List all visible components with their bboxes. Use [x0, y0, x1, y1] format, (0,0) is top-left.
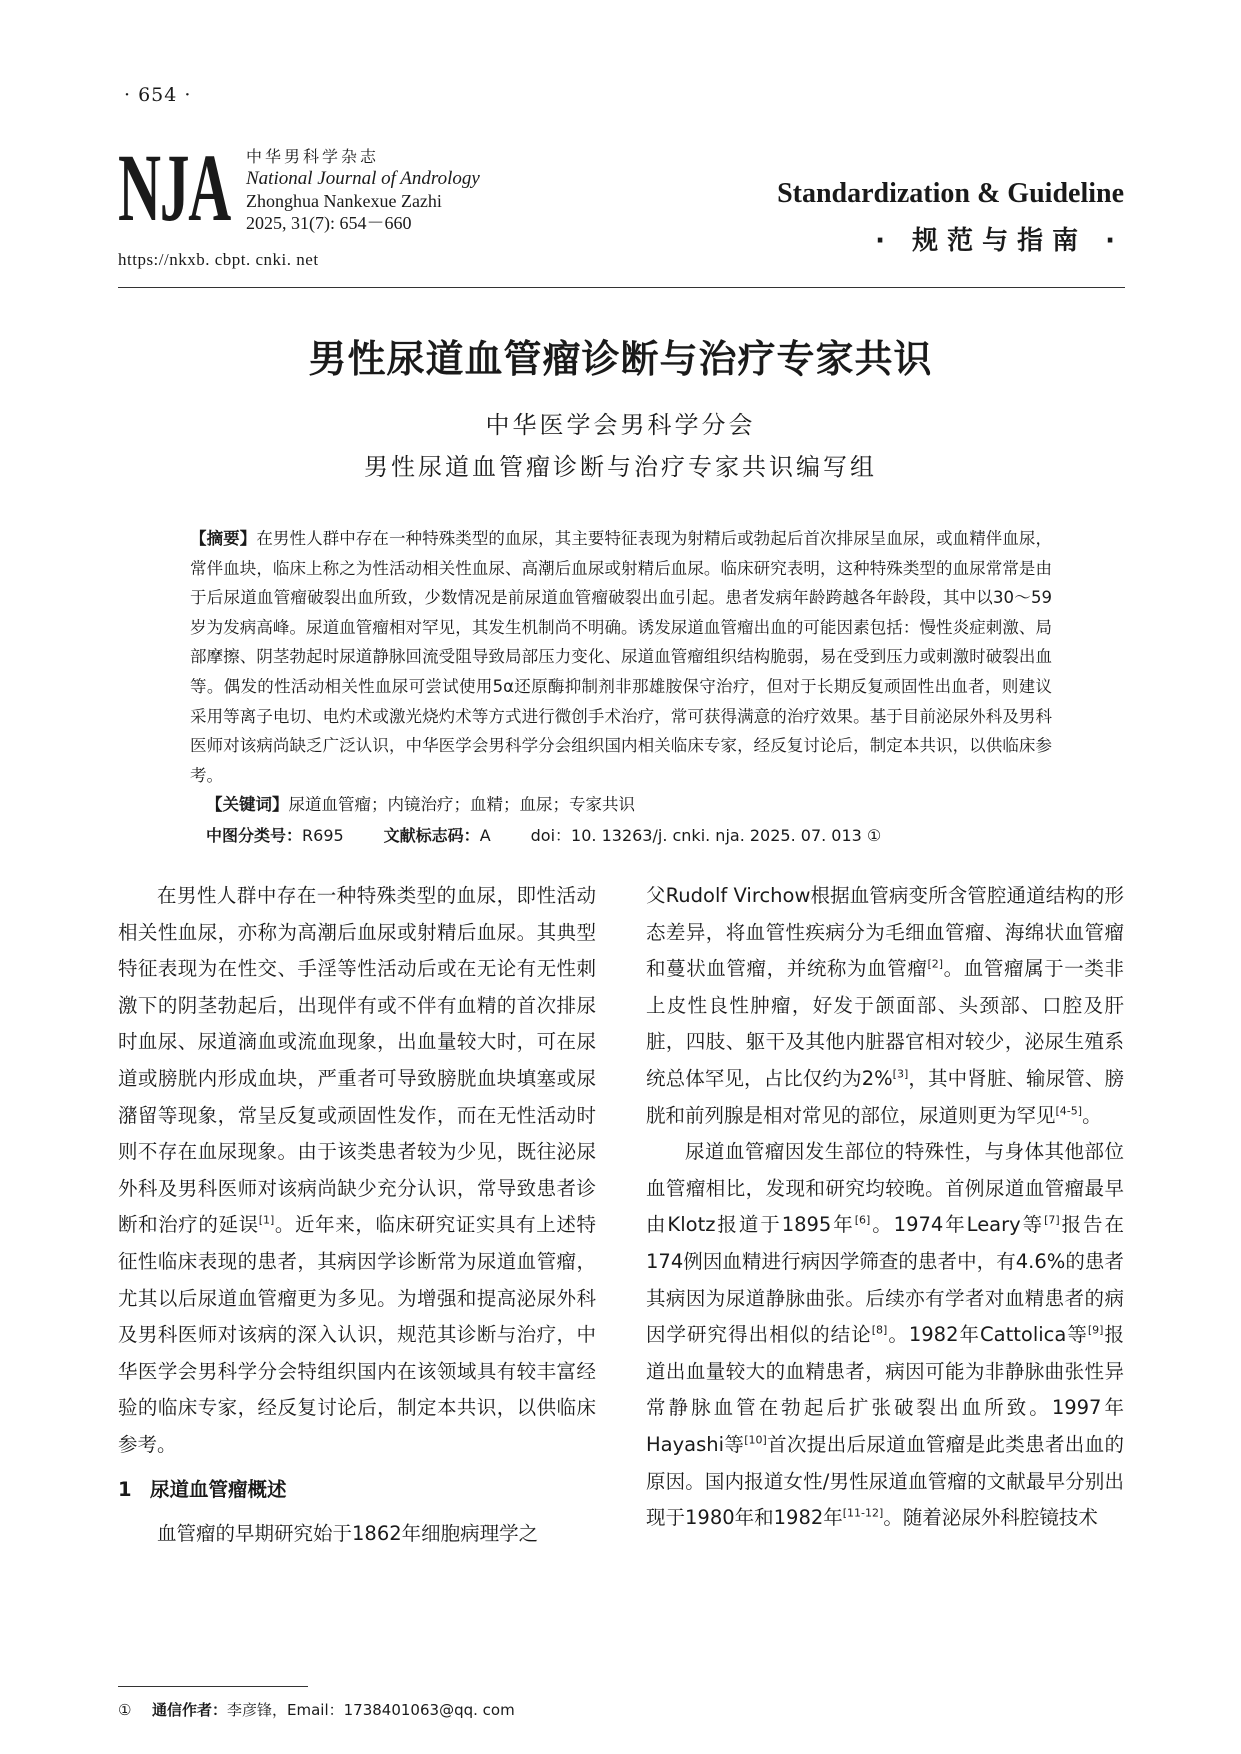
citation-ref[interactable]: [6]: [854, 1213, 871, 1227]
article-title: 男性尿道血管瘤诊断与治疗专家共识: [308, 337, 933, 381]
doc-code-label: 文献标志码：: [383, 826, 480, 845]
journal-info: [246, 146, 480, 234]
section-heading-text: 尿道血管瘤概述: [150, 1477, 287, 1501]
journal-name-cn: 中华男科学杂志: [246, 147, 380, 166]
citation-ref[interactable]: [4-5]: [1055, 1104, 1083, 1118]
section-number: 1: [118, 1477, 132, 1501]
footnote-label: 通信作者：: [152, 1701, 228, 1719]
body-paragraph: 血管瘤的早期研究始于1862年细胞病理学之: [157, 1522, 539, 1546]
journal-name-pinyin: Zhonghua Nankexue Zazhi: [246, 191, 442, 211]
footnote-mark: ①: [118, 1701, 132, 1719]
body-paragraph: 父Rudolf Virchow根据血管病变所含管腔通道结构的形态差异，将血管性疾病分为毛细血管瘤、海绵状血管瘤和蔓状血管瘤，并统称为血管瘤[2]。血管瘤属于一类非上皮性良性肿瘤，好发于颌面部、头颈部、口腔及肝脏，四肢、躯干及其他内脏器官相对较少，泌尿生殖系统总体罕见，占比仅约为2%[3]，其中肾脏、输尿管、膀胱和前列腺是相对常见的部位，尿道则更为罕见[4-5]。: [646, 884, 1124, 1127]
doi-value: 10. 13263/j. cnki. nja. 2025. 07. 013 ①: [571, 826, 882, 845]
clc-label: 中图分类号：: [206, 826, 303, 845]
body-paragraph: 尿道血管瘤因发生部位的特殊性，与身体其他部位血管瘤相比，发现和研究均较晚。首例尿道血管瘤最早由Klotz报道于1895年[6]。1974年Leary等[7]报告在174例因血精进行病因学筛查的患者中，有4.6%的患者其病因为尿道静脉曲张。后续亦有学者对血精患者的病因学研究得出相似的结论[8]。1982年Cattolica等[9]报道出血量较大的血精患者，病因可能为非静脉曲张性异常静脉血管在勃起后扩张破裂出血所致。1997年Hayashi等[10]首次提出后尿道血管瘤是此类患者出血的原因。国内报道女性/男性尿道血管瘤的文献最早分别出现于1980年和1982年[11-12]。随着泌尿外科腔镜技术: [646, 1140, 1124, 1530]
keywords: [206, 791, 1056, 819]
footnote-divider: [118, 1686, 308, 1687]
section-label-en: Standardization & Guideline: [777, 178, 1124, 209]
abstract-text: 在男性人群中存在一种特殊类型的血尿，其主要特征表现为射精后或勃起后首次排尿呈血尿，或血精伴血尿，常伴血块，临床上称之为性活动相关性血尿、高潮后血尿或射精后血尿。临床研究表明，这种特殊类型的血尿常常是由于后尿道血管瘤破裂出血所致，少数情况是前尿道血管瘤破裂出血引起。患者发病年龄跨越各年龄段，其中以30～59岁为发病高峰。尿道血管瘤相对罕见，其发生机制尚不明确。诱发尿道血管瘤出血的可能因素包括：慢性炎症刺激、局部摩擦、阴茎勃起时尿道静脉回流受阻导致局部压力变化、尿道血管瘤组织结构脆弱，易在受到压力或刺激时破裂出血等。偶发的性活动相关性血尿可尝试使用5α还原酶抑制剂非那雄胺保守治疗，但对于长期反复顽固性出血者，则建议采用等离子电切、电灼术或激光烧灼术等方式进行微创手术治疗，常可获得满意的治疗效果。基于目前泌尿外科及男科医师对该病尚缺乏广泛认识，中华医学会男科学分会组织国内相关临床专家，经反复讨论后，制定本共识，以供临床参考。: [190, 529, 1053, 785]
author-line-2: 男性尿道血管瘤诊断与治疗专家共识编写组: [364, 453, 877, 481]
page-number: · 654 ·: [124, 84, 192, 106]
body-column-left: [118, 878, 596, 1553]
abstract: [190, 524, 1052, 790]
journal-citation: 2025, 31(7): 654－660: [246, 213, 412, 233]
doi-label: doi：: [530, 826, 572, 845]
journal-name-en: National Journal of Andrology: [246, 168, 480, 189]
journal-logo: NJA: [118, 134, 231, 241]
doc-code-value: A: [479, 826, 491, 845]
keywords-text: 尿道血管瘤；内镜治疗；血精；血尿；专家共识: [288, 795, 635, 814]
body-paragraph: 在男性人群中存在一种特殊类型的血尿，即性活动相关性血尿，亦称为高潮后血尿或射精后血尿。其典型特征表现为在性交、手淫等性活动后或在无论有无性刺激下的阴茎勃起后，出现伴有或不伴有血精的首次排尿时血尿、尿道滴血或流血现象，出血量较大时，可在尿道或膀胱内形成血块，严重者可导致膀胱血块填塞或尿潴留等现象，常呈反复或顽固性发作，而在无性活动时则不存在血尿现象。由于该类患者较为少见，既往泌尿外科及男科医师对该病尚缺少充分认识，常导致患者诊断和治疗的延误[1]。近年来，临床研究证实具有上述特征性临床表现的患者，其病因学诊断常为尿道血管瘤，尤其以后尿道血管瘤更为多见。为增强和提高泌尿外科及男科医师对该病的深入认识，规范其诊断与治疗，中华医学会男科学分会特组织国内在该领域具有较丰富经验的临床专家，经反复讨论后，制定本共识，以供临床参考。: [118, 884, 596, 1456]
citation-ref[interactable]: [10]: [744, 1433, 767, 1447]
citation-ref[interactable]: [1]: [258, 1213, 275, 1227]
keywords-label: 【关键词】: [206, 795, 289, 814]
classification-line: [206, 822, 1106, 850]
citation-ref[interactable]: [9]: [1087, 1323, 1104, 1337]
citation-ref[interactable]: [2]: [927, 957, 944, 971]
section-heading: [118, 1472, 596, 1509]
citation-ref[interactable]: [3]: [892, 1067, 909, 1081]
footnote-text: 李彦锋，Email：1738401063@qq. com: [227, 1701, 515, 1719]
journal-url[interactable]: https://nkxb. cbpt. cnki. net: [118, 250, 319, 269]
citation-ref[interactable]: [7]: [1044, 1213, 1060, 1227]
header-divider: [118, 287, 1125, 288]
body-column-right: [646, 878, 1124, 1537]
citation-ref[interactable]: [8]: [871, 1323, 888, 1337]
abstract-label: 【摘要】: [190, 529, 257, 548]
author-line-1: 中华医学会男科学分会: [485, 411, 756, 439]
section-label-cn: · 规范与指南 ·: [875, 226, 1124, 256]
footnote: [118, 1699, 515, 1720]
citation-ref[interactable]: [11-12]: [842, 1506, 884, 1520]
clc-value: R695: [302, 826, 344, 845]
